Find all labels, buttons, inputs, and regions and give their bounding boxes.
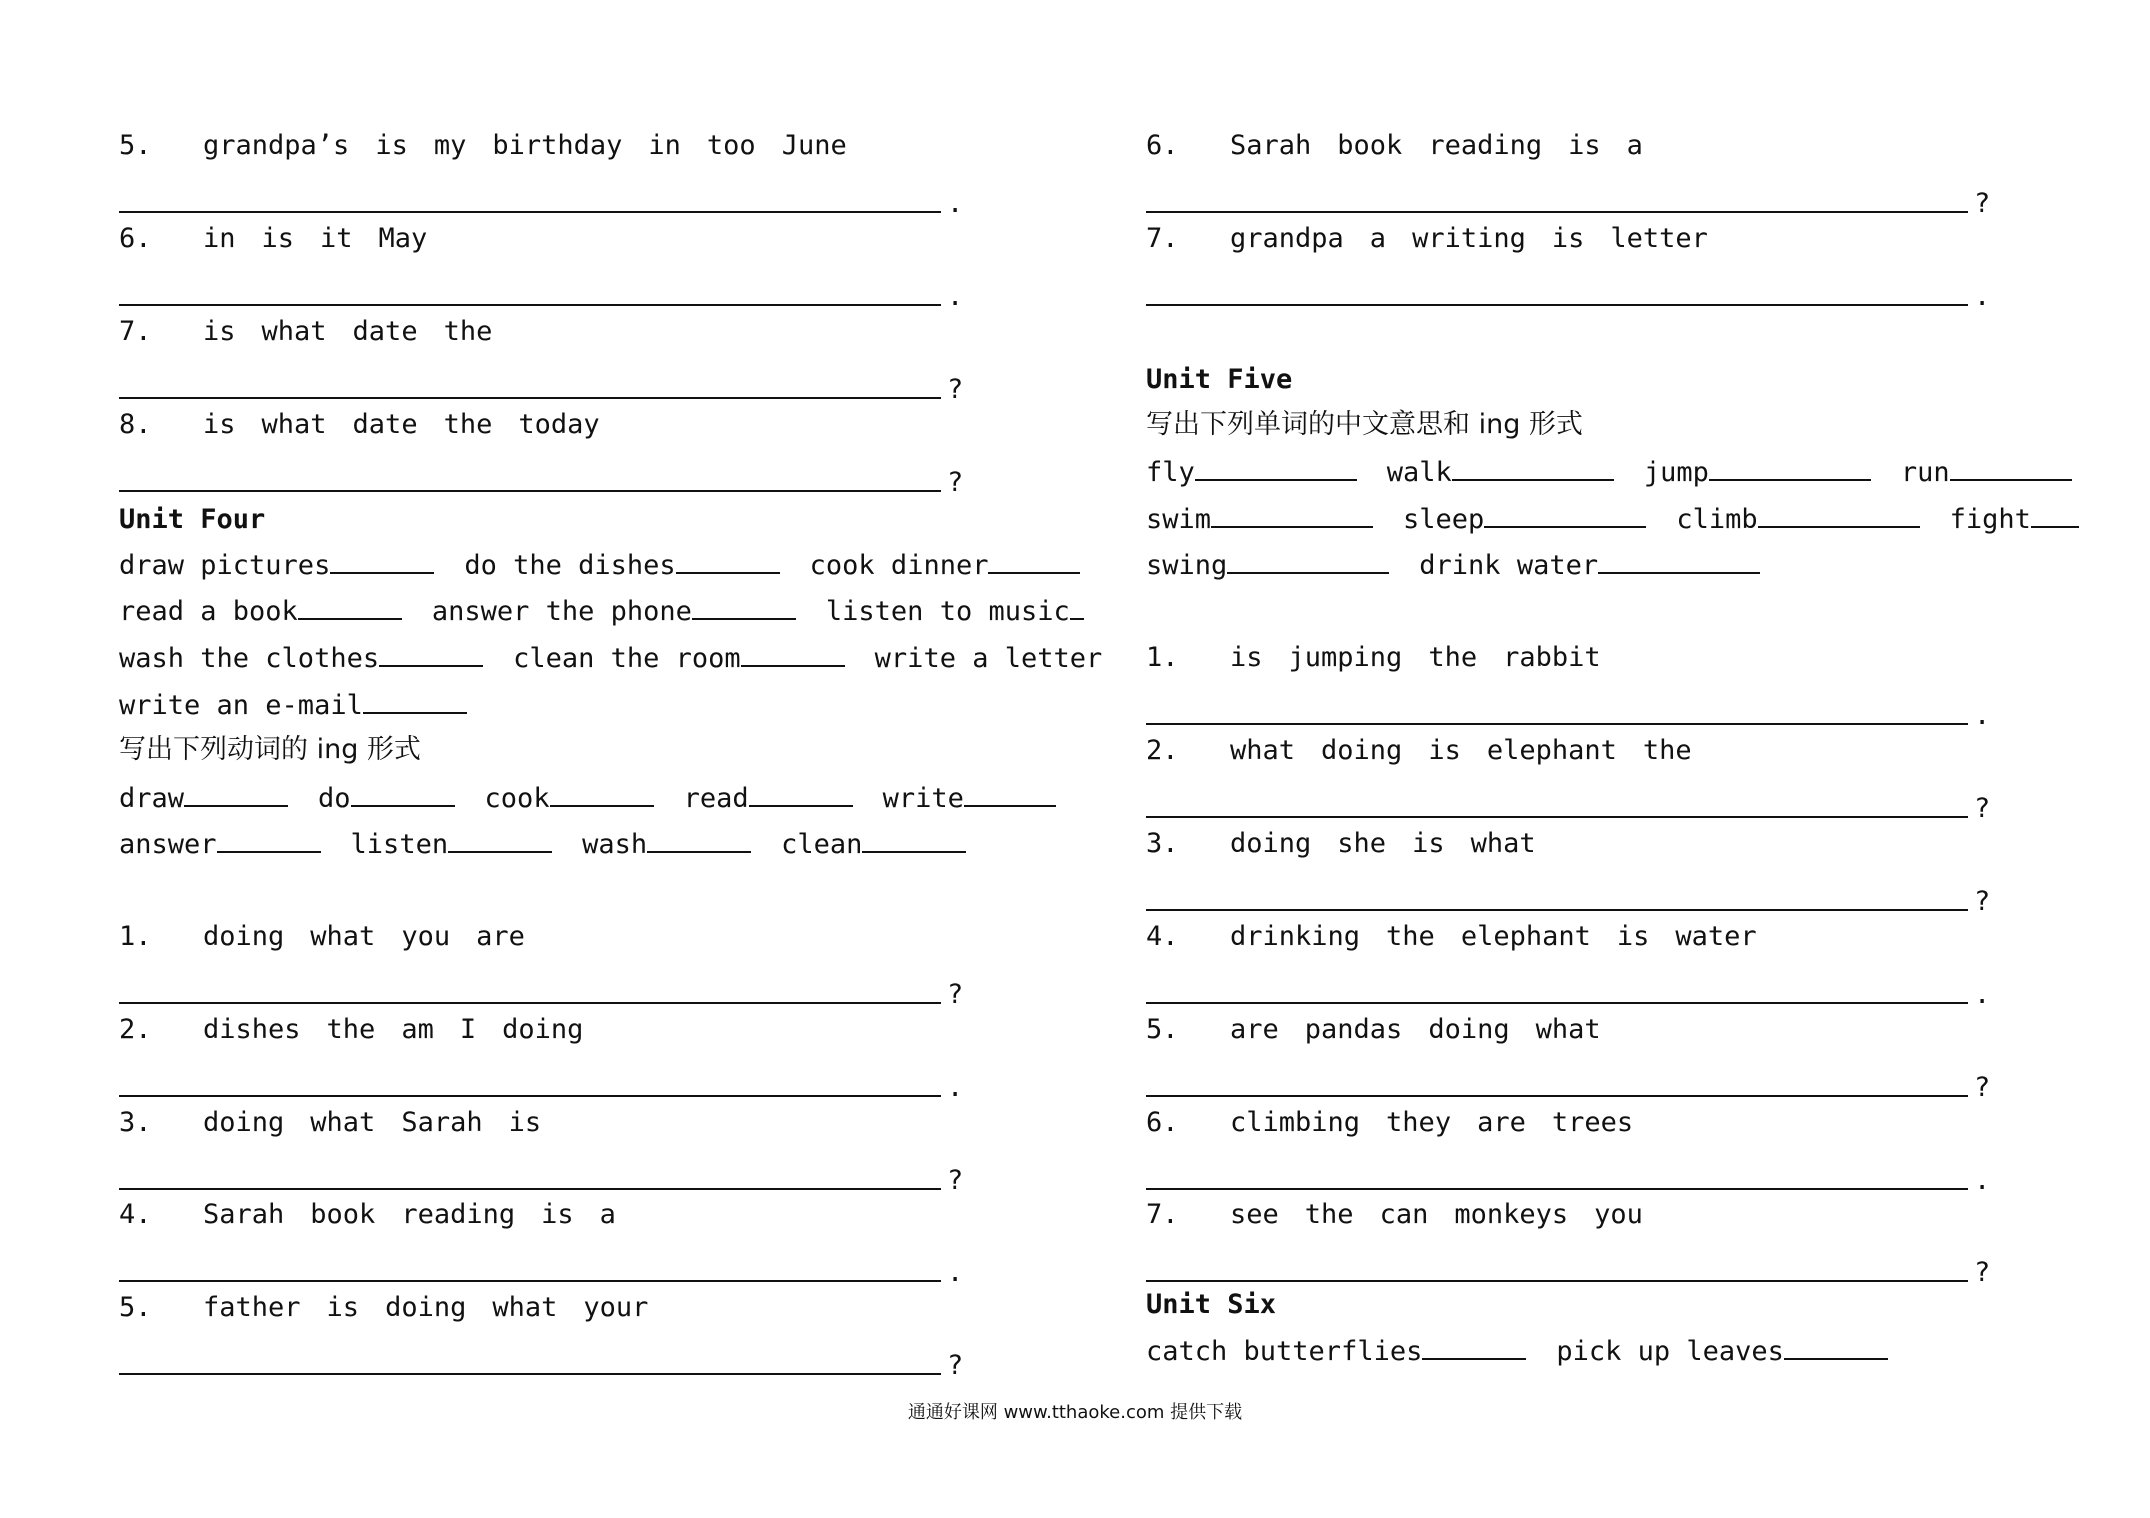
answer-underline xyxy=(119,1280,941,1282)
question-number: 4. xyxy=(1146,921,1179,952)
scrambled-word: pandas xyxy=(1304,1014,1403,1045)
scrambled-word: is xyxy=(375,130,408,161)
question-prompt xyxy=(1146,640,1627,676)
scrambled-word: date xyxy=(352,316,418,347)
scrambled-word: it xyxy=(320,223,353,254)
vocab-item xyxy=(1950,500,2079,538)
question-number: 8. xyxy=(119,409,152,440)
scrambled-word: the xyxy=(443,316,493,347)
answer-underline xyxy=(1146,1095,1968,1097)
question-prompt xyxy=(119,1105,567,1141)
vocab-label: fly xyxy=(1146,457,1195,488)
answer-line[interactable] xyxy=(1146,881,2006,917)
vocab-label: read a book xyxy=(119,596,298,627)
scrambled-word: your xyxy=(583,1292,649,1323)
vocab-item xyxy=(119,686,467,724)
question-number: 2. xyxy=(119,1014,152,1045)
answer-underline xyxy=(1146,723,1968,725)
vocab-label: pick up leaves xyxy=(1556,1336,1784,1367)
scrambled-word: book xyxy=(1337,130,1403,161)
scrambled-word: the xyxy=(1304,1199,1354,1230)
fill-in-blank[interactable] xyxy=(741,639,845,667)
scrambled-word: is xyxy=(203,409,236,440)
answer-underline xyxy=(119,304,941,306)
answer-underline xyxy=(119,1095,941,1097)
scrambled-word: grandpa xyxy=(1230,223,1344,254)
scrambled-word: doing xyxy=(203,1107,285,1138)
question-prompt xyxy=(119,128,873,164)
answer-underline xyxy=(1146,1002,1968,1004)
scrambled-word: is xyxy=(508,1107,542,1138)
scrambled-word: what xyxy=(1470,828,1536,859)
fill-in-blank[interactable] xyxy=(1484,500,1646,528)
answer-underline xyxy=(119,397,941,399)
vocab-label: listen xyxy=(350,829,449,860)
vocab-row xyxy=(1146,1332,1888,1370)
scrambled-word: Sarah xyxy=(401,1107,483,1138)
question-prompt xyxy=(119,919,551,955)
answer-underline xyxy=(119,1373,941,1375)
vocab-label: clean the room xyxy=(513,643,741,674)
vocab-row xyxy=(119,592,1084,630)
scrambled-word: is xyxy=(326,1292,360,1323)
scrambled-word: what xyxy=(261,409,327,440)
vocab-label: sleep xyxy=(1403,504,1485,535)
scrambled-word: date xyxy=(352,409,418,440)
answer-end-punctuation: ? xyxy=(1974,1257,1991,1288)
answer-line[interactable] xyxy=(119,1067,979,1103)
vocab-label: clean xyxy=(781,829,863,860)
scrambled-word: are xyxy=(476,921,525,952)
answer-end-punctuation: ? xyxy=(947,1165,964,1196)
scrambled-word: the xyxy=(1386,921,1435,952)
vocab-label: do the dishes xyxy=(464,550,676,581)
scrambled-word: am xyxy=(401,1014,434,1045)
scrambled-word: book xyxy=(310,1199,376,1230)
page-footer: 通通好课网 www.tthaoke.com 提供下载 xyxy=(907,1402,1243,1423)
vocab-label: write a letter xyxy=(874,643,1103,674)
fill-in-blank[interactable] xyxy=(676,546,780,574)
question-prompt xyxy=(119,221,453,257)
answer-line[interactable] xyxy=(1146,1252,2006,1288)
vocab-label: listen to music xyxy=(825,596,1070,627)
scrambled-word: you xyxy=(401,921,451,952)
scrambled-word: doing xyxy=(502,1014,584,1045)
vocab-item xyxy=(119,825,321,863)
scrambled-word: letter xyxy=(1610,223,1708,254)
unit-six-heading: Unit Six xyxy=(1146,1289,1277,1320)
fill-in-blank[interactable] xyxy=(448,825,552,853)
answer-underline xyxy=(119,211,941,213)
question-number: 6. xyxy=(1146,130,1179,161)
fill-in-blank[interactable] xyxy=(363,686,467,714)
answer-line[interactable] xyxy=(1146,974,2006,1010)
scrambled-word: what xyxy=(261,316,327,347)
scrambled-word: dishes xyxy=(203,1014,301,1045)
scrambled-word: water xyxy=(1675,921,1757,952)
answer-end-punctuation: . xyxy=(1974,1165,1991,1196)
vocab-item xyxy=(810,546,1081,584)
fill-in-blank[interactable] xyxy=(1195,453,1357,481)
answer-underline xyxy=(1146,1188,1968,1190)
scrambled-word: writing xyxy=(1412,223,1526,254)
vocab-item xyxy=(119,592,402,630)
question-number: 5. xyxy=(1146,1014,1179,1045)
scrambled-word: is xyxy=(1428,735,1461,766)
scrambled-word: what xyxy=(310,921,376,952)
fill-in-blank[interactable] xyxy=(1709,453,1871,481)
vocab-item xyxy=(464,546,779,584)
fill-in-blank[interactable] xyxy=(1758,500,1920,528)
vocab-label: write an e-mail xyxy=(119,690,363,721)
fill-in-blank[interactable] xyxy=(692,592,796,620)
answer-end-punctuation: . xyxy=(1974,979,1991,1010)
answer-end-punctuation: . xyxy=(947,1257,964,1288)
fill-in-blank[interactable] xyxy=(184,779,288,807)
answer-line[interactable] xyxy=(1146,1067,2006,1103)
answer-line[interactable] xyxy=(119,1345,979,1381)
vocab-item xyxy=(119,779,288,817)
vocab-label: jump xyxy=(1643,457,1709,488)
vocab-label: write xyxy=(882,783,964,814)
fill-in-blank[interactable] xyxy=(1070,592,1084,620)
vocab-item xyxy=(1556,1332,1888,1370)
vocab-row xyxy=(1146,453,2072,491)
vocab-label: do xyxy=(318,783,351,814)
scrambled-word: she xyxy=(1337,828,1387,859)
vocab-label: answer the phone xyxy=(431,596,692,627)
vocab-label: catch butterflies xyxy=(1146,1336,1423,1367)
scrambled-word: Sarah xyxy=(203,1199,285,1230)
answer-end-punctuation: . xyxy=(947,1072,964,1103)
scrambled-word: the xyxy=(1642,735,1692,766)
answer-underline xyxy=(1146,304,1968,306)
question-number: 7. xyxy=(1146,1199,1179,1230)
vocab-label: wash the clothes xyxy=(119,643,380,674)
vocab-row xyxy=(119,779,1056,817)
question-number: 7. xyxy=(1146,223,1179,254)
fill-in-blank[interactable] xyxy=(988,546,1080,574)
question-prompt xyxy=(119,1197,642,1233)
scrambled-word: elephant xyxy=(1460,921,1591,952)
scrambled-word: is xyxy=(203,316,236,347)
vocab-item xyxy=(826,592,1084,630)
answer-line[interactable] xyxy=(119,1252,979,1288)
vocab-label: draw pictures xyxy=(119,550,331,581)
question-number: 6. xyxy=(1146,1107,1179,1138)
scrambled-word: trees xyxy=(1551,1107,1634,1138)
vocab-label: fight xyxy=(1949,504,2031,535)
scrambled-word: drinking xyxy=(1230,921,1361,952)
scrambled-word: May xyxy=(378,223,428,254)
question-prompt xyxy=(1146,826,1562,862)
vocab-item xyxy=(119,546,434,584)
scrambled-word: doing xyxy=(203,921,285,952)
answer-underline xyxy=(119,1188,941,1190)
answer-end-punctuation: ? xyxy=(1974,1072,1991,1103)
question-prompt xyxy=(119,314,518,350)
question-prompt xyxy=(1146,1197,1669,1233)
scrambled-word: reading xyxy=(401,1199,516,1230)
vocab-item xyxy=(1146,453,1357,491)
scrambled-word: doing xyxy=(1428,1014,1510,1045)
fill-in-blank[interactable] xyxy=(2031,500,2079,528)
scrambled-word: is xyxy=(1616,921,1650,952)
scrambled-word: my xyxy=(433,130,467,161)
vocab-item xyxy=(883,779,1056,817)
vocab-item xyxy=(1403,500,1646,538)
fill-in-blank[interactable] xyxy=(647,825,751,853)
answer-underline xyxy=(1146,1280,1968,1282)
scrambled-word: jumping xyxy=(1288,642,1403,673)
question-number: 6. xyxy=(119,223,152,254)
answer-line[interactable] xyxy=(1146,1160,2006,1196)
scrambled-word: the xyxy=(443,409,493,440)
vocab-item xyxy=(1901,453,2072,491)
scrambled-word: what xyxy=(492,1292,558,1323)
scrambled-word: you xyxy=(1594,1199,1643,1230)
scrambled-word: birthday xyxy=(492,130,623,161)
question-number: 3. xyxy=(1146,828,1179,859)
fill-in-blank[interactable] xyxy=(330,546,434,574)
question-prompt xyxy=(119,1290,674,1326)
vocab-item xyxy=(1146,500,1373,538)
scrambled-word: too xyxy=(706,130,756,161)
question-prompt xyxy=(119,407,626,443)
scrambled-word: in xyxy=(648,130,681,161)
fill-in-blank[interactable] xyxy=(217,825,321,853)
scrambled-word: climbing xyxy=(1230,1107,1361,1138)
fill-in-blank[interactable] xyxy=(298,592,402,620)
answer-line[interactable] xyxy=(1146,695,2006,731)
scrambled-word: is xyxy=(1412,828,1445,859)
meaning-and-ing-instruction: 写出下列单词的中文意思和 ing 形式 xyxy=(1146,409,1583,440)
unit-four-heading: Unit Four xyxy=(119,504,266,535)
vocab-label: wash xyxy=(582,829,648,860)
answer-end-punctuation: ? xyxy=(947,979,964,1010)
fill-in-blank[interactable] xyxy=(1452,453,1614,481)
scrambled-word: grandpa’s xyxy=(203,130,350,161)
scrambled-word: rabbit xyxy=(1503,642,1601,673)
scrambled-word: doing xyxy=(1230,828,1312,859)
vocab-label: draw xyxy=(119,783,185,814)
vocab-item xyxy=(1146,1332,1526,1370)
scrambled-word: is xyxy=(1568,130,1601,161)
answer-end-punctuation: ? xyxy=(947,1350,964,1381)
vocab-item xyxy=(1644,453,1871,491)
answer-end-punctuation: . xyxy=(1974,281,1991,312)
scrambled-word: today xyxy=(518,409,600,440)
vocab-item xyxy=(318,779,455,817)
answer-underline xyxy=(119,1002,941,1004)
question-number: 7. xyxy=(119,316,152,347)
question-prompt xyxy=(1146,1012,1627,1048)
scrambled-word: in xyxy=(203,223,236,254)
scrambled-word: are xyxy=(1230,1014,1279,1045)
answer-line[interactable] xyxy=(1146,276,2006,312)
answer-line[interactable] xyxy=(119,462,979,498)
vocab-label: read xyxy=(683,783,749,814)
scrambled-word: Sarah xyxy=(1230,130,1312,161)
vocab-item xyxy=(684,779,853,817)
answer-end-punctuation: ? xyxy=(947,374,964,405)
vocab-row xyxy=(119,686,467,724)
scrambled-word: a xyxy=(1626,130,1643,161)
vocab-item xyxy=(351,825,553,863)
answer-end-punctuation: ? xyxy=(1974,886,1991,917)
fill-in-blank[interactable] xyxy=(964,779,1056,807)
question-number: 2. xyxy=(1146,735,1179,766)
question-number: 1. xyxy=(1146,642,1179,673)
scrambled-word: what xyxy=(1535,1014,1601,1045)
question-prompt xyxy=(1146,1105,1659,1141)
scrambled-word: can xyxy=(1379,1199,1429,1230)
answer-underline xyxy=(1146,211,1968,213)
question-number: 5. xyxy=(119,130,152,161)
vocab-item xyxy=(513,639,845,677)
scrambled-word: is xyxy=(541,1199,574,1230)
fill-in-blank[interactable] xyxy=(1784,1332,1888,1360)
vocab-item xyxy=(432,592,796,630)
vocab-label: answer xyxy=(119,829,217,860)
answer-line[interactable] xyxy=(1146,183,2006,219)
vocab-label: walk xyxy=(1386,457,1452,488)
fill-in-blank[interactable] xyxy=(1211,500,1373,528)
scrambled-word: is xyxy=(1551,223,1585,254)
vocab-label: swing xyxy=(1146,550,1228,581)
vocab-row xyxy=(119,825,966,863)
question-number: 5. xyxy=(119,1292,152,1323)
vocab-label: cook xyxy=(484,783,550,814)
ing-form-instruction: 写出下列动词的 ing 形式 xyxy=(119,734,421,765)
vocab-item xyxy=(1146,546,1389,584)
scrambled-word: a xyxy=(599,1199,616,1230)
vocab-row xyxy=(119,546,1080,584)
answer-end-punctuation: ? xyxy=(1974,793,1991,824)
fill-in-blank[interactable] xyxy=(1598,546,1760,574)
vocab-label: climb xyxy=(1676,504,1758,535)
answer-end-punctuation: ? xyxy=(947,467,964,498)
scrambled-word: the xyxy=(1428,642,1478,673)
scrambled-word: what xyxy=(310,1107,376,1138)
answer-line[interactable] xyxy=(119,369,979,405)
question-prompt xyxy=(119,1012,609,1048)
answer-line[interactable] xyxy=(119,183,979,219)
vocab-item xyxy=(1419,546,1760,584)
vocab-item xyxy=(781,825,966,863)
vocab-label: drink water xyxy=(1419,550,1599,581)
answer-line[interactable] xyxy=(1146,788,2006,824)
answer-underline xyxy=(119,490,941,492)
scrambled-word: elephant xyxy=(1486,735,1617,766)
vocab-item xyxy=(485,779,654,817)
scrambled-word: doing xyxy=(385,1292,467,1323)
unit-five-heading: Unit Five xyxy=(1146,364,1293,395)
vocab-label: cook dinner xyxy=(809,550,989,581)
scrambled-word: reading xyxy=(1428,130,1543,161)
scrambled-word: see xyxy=(1230,1199,1279,1230)
scrambled-word: monkeys xyxy=(1454,1199,1569,1230)
vocab-label: run xyxy=(1900,457,1950,488)
scrambled-word: are xyxy=(1477,1107,1526,1138)
answer-end-punctuation: ? xyxy=(1974,188,1991,219)
answer-line[interactable] xyxy=(119,974,979,1010)
vocab-row xyxy=(1146,500,2079,538)
scrambled-word: I xyxy=(459,1014,477,1045)
question-prompt xyxy=(1146,919,1783,955)
vocab-row xyxy=(119,639,1102,677)
question-prompt xyxy=(1146,733,1718,769)
scrambled-word: is xyxy=(261,223,295,254)
vocab-item xyxy=(1676,500,1919,538)
fill-in-blank[interactable] xyxy=(1422,1332,1526,1360)
question-number: 4. xyxy=(119,1199,152,1230)
scrambled-word: June xyxy=(781,130,847,161)
scrambled-word: doing xyxy=(1321,735,1403,766)
fill-in-blank[interactable] xyxy=(749,779,853,807)
fill-in-blank[interactable] xyxy=(351,779,455,807)
vocab-item xyxy=(582,825,751,863)
answer-end-punctuation: . xyxy=(947,188,964,219)
vocab-row xyxy=(1146,546,1760,584)
vocab-item xyxy=(119,639,483,677)
scrambled-word: what xyxy=(1230,735,1296,766)
question-number: 1. xyxy=(119,921,152,952)
fill-in-blank[interactable] xyxy=(379,639,483,667)
answer-underline xyxy=(1146,816,1968,818)
scrambled-word: the xyxy=(326,1014,376,1045)
answer-underline xyxy=(1146,909,1968,911)
question-prompt xyxy=(1146,221,1734,257)
question-prompt xyxy=(1146,128,1669,164)
vocab-item xyxy=(875,641,1103,677)
scrambled-word: a xyxy=(1369,223,1387,254)
scrambled-word: they xyxy=(1386,1107,1452,1138)
fill-in-blank[interactable] xyxy=(862,825,966,853)
vocab-item xyxy=(1387,453,1614,491)
question-number: 3. xyxy=(119,1107,152,1138)
fill-in-blank[interactable] xyxy=(1227,546,1389,574)
scrambled-word: is xyxy=(1230,642,1263,673)
scrambled-word: father xyxy=(203,1292,301,1323)
answer-end-punctuation: . xyxy=(1974,700,1991,731)
fill-in-blank[interactable] xyxy=(1950,453,2072,481)
answer-line[interactable] xyxy=(119,1160,979,1196)
answer-line[interactable] xyxy=(119,276,979,312)
vocab-label: swim xyxy=(1146,504,1212,535)
answer-end-punctuation: . xyxy=(947,281,964,312)
fill-in-blank[interactable] xyxy=(550,779,654,807)
